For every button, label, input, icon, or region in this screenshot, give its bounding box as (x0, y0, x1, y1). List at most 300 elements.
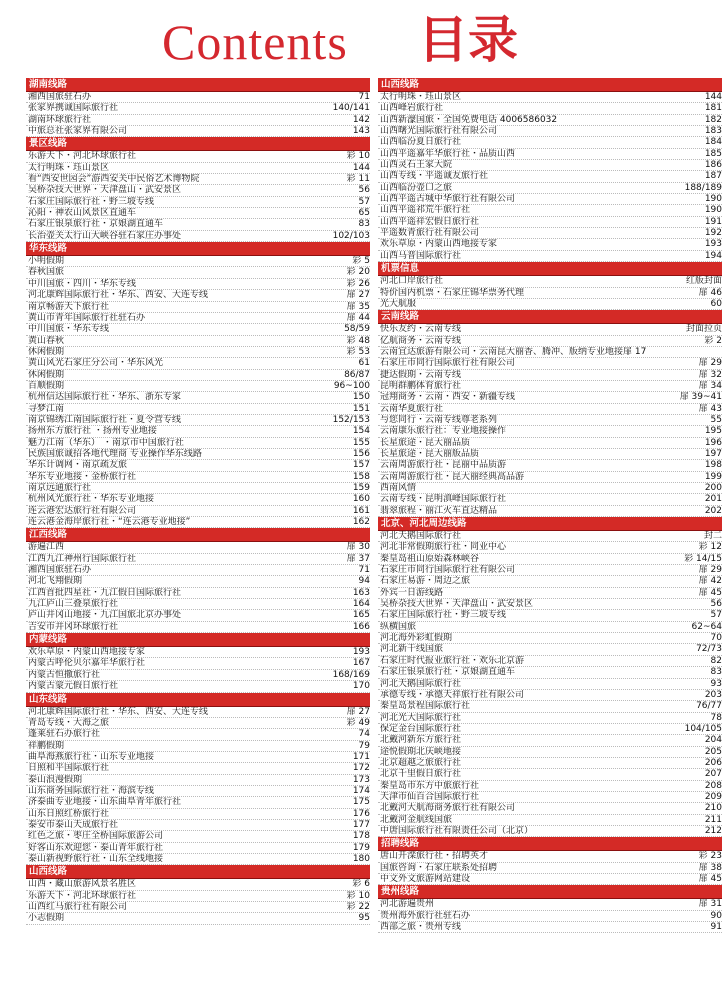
entry-page: 扉 35 (346, 301, 370, 312)
toc-entry[interactable] (26, 313, 370, 324)
entry-name: 江西首批四星社・九江假日国际旅行社 (28, 587, 182, 598)
toc-entry[interactable] (26, 565, 370, 576)
entry-page: 彩 48 (346, 335, 370, 346)
entry-name: 河北口岸旅行社 (380, 276, 444, 287)
toc-entry[interactable] (26, 775, 370, 786)
toc-entry[interactable] (378, 137, 722, 148)
entry-page: 彩 20 (346, 267, 370, 278)
toc-entry[interactable] (26, 763, 370, 774)
toc-entry[interactable] (26, 279, 370, 290)
entry-name: 休闲假期 (28, 369, 65, 380)
toc-entry[interactable] (26, 820, 370, 831)
toc-entry[interactable] (26, 902, 370, 913)
entry-page: 102/103 (332, 230, 370, 241)
toc-entry[interactable] (378, 149, 722, 160)
toc-entry[interactable] (26, 588, 370, 599)
entry-name: 云南宜达旅游有限公司・云南昆大丽香、腾冲、版纳专业地接扉 17 (380, 346, 647, 357)
entry-page: 212 (704, 825, 722, 836)
toc-entry[interactable] (26, 392, 370, 403)
section-header: 景区线路 (26, 137, 370, 151)
toc-entry[interactable] (26, 809, 370, 820)
toc-entry[interactable] (26, 267, 370, 278)
entry-page: 扉 39~41 (679, 392, 722, 403)
entry-name: 昆明群鹏体育旅行社 (380, 380, 462, 391)
toc-entry[interactable] (378, 381, 722, 392)
toc-entry[interactable] (378, 92, 722, 103)
entry-name: 西部之旅・贵州专线 (380, 922, 462, 933)
entry-name: 华东专业地接・金桥旅行社 (28, 471, 137, 482)
entry-page: 150 (352, 392, 370, 403)
toc-entry[interactable] (26, 92, 370, 103)
toc-entry[interactable] (26, 174, 370, 185)
toc-entry[interactable] (378, 781, 722, 792)
entry-page: 62~64 (691, 621, 722, 632)
toc-entry[interactable] (378, 874, 722, 885)
toc-entry[interactable] (26, 647, 370, 658)
toc-entry[interactable] (26, 831, 370, 842)
entry-name: 秦皇岛景程国际旅行社 (380, 701, 471, 712)
entry-name: 乐游天下・河北环球旅行社 (28, 890, 137, 901)
toc-entry[interactable] (26, 786, 370, 797)
entry-page: 163 (352, 587, 370, 598)
toc-entry[interactable] (378, 483, 722, 494)
toc-entry[interactable] (26, 854, 370, 865)
entry-name: 湖南环球旅行社 (28, 114, 92, 125)
toc-entry[interactable] (26, 103, 370, 114)
entry-name: 天津市仙百合国际旅行社 (380, 791, 480, 802)
toc-entry[interactable] (26, 506, 370, 517)
toc-entry[interactable] (378, 228, 722, 239)
entry-page: 197 (704, 448, 722, 459)
toc-entry[interactable] (378, 656, 722, 667)
entry-name: 北京超越之旅旅行社 (380, 757, 462, 768)
toc-entry[interactable] (378, 701, 722, 712)
entry-name: 西南风情 (380, 483, 417, 493)
entry-page: 彩 10 (346, 151, 370, 162)
entry-page: 83 (710, 667, 722, 678)
entry-name: 杭州信达国际旅行社・华东、浙东专家 (28, 392, 182, 403)
entry-name: 河北康辉国际旅行社・华东、西安、大连专线 (28, 706, 209, 717)
entry-page: 104/105 (684, 723, 722, 734)
section-header: 山西线路 (378, 78, 722, 92)
entry-name: 云南华夏旅行社 (380, 403, 444, 414)
toc-entry[interactable] (378, 826, 722, 837)
entry-page: 彩 5 (352, 256, 370, 267)
toc-entry[interactable] (378, 103, 722, 114)
entry-name: 日照和平国际旅行社 (28, 763, 110, 774)
toc-entry[interactable] (378, 863, 722, 874)
toc-entry[interactable] (26, 163, 370, 174)
toc-entry[interactable] (26, 185, 370, 196)
entry-name: 河北飞翔假期 (28, 576, 83, 587)
entry-page: 157 (352, 460, 370, 471)
toc-entry[interactable] (26, 219, 370, 230)
section-header: 北京、河北周边线路 (378, 517, 722, 531)
entry-name: 欢乐草原・内蒙山西地接专家 (28, 647, 146, 658)
toc-entry[interactable] (26, 752, 370, 763)
entry-name: 游遍江西 (28, 542, 65, 553)
entry-name: 山西马普国际旅行社 (380, 250, 462, 261)
section-header: 云南线路 (378, 310, 722, 324)
entry-page: 211 (704, 814, 722, 825)
entry-name: 湘西国旅驻石办 (28, 565, 92, 576)
entry-page: 170 (352, 681, 370, 692)
entry-name: 中旅总社张家界有限公司 (28, 126, 128, 137)
entry-name: 河北新干线国旅 (380, 644, 444, 655)
entry-page: 154 (352, 426, 370, 437)
entry-name: 石家庄市同行国际旅行社有限公司 (380, 565, 516, 576)
toc-entry[interactable] (26, 231, 370, 242)
entry-page: 扉 29 (698, 565, 722, 576)
toc-entry[interactable] (26, 741, 370, 752)
toc-entry[interactable] (378, 506, 722, 517)
toc-entry[interactable] (378, 851, 722, 862)
toc-entry[interactable] (378, 724, 722, 735)
entry-name: 魅力江南（华东） ・南京市中国旅行社 (28, 437, 184, 448)
entry-name: 庐山井冈山地接・九江国旅北京办事处 (28, 610, 182, 621)
toc-entry[interactable] (26, 290, 370, 301)
entry-name: 捷达假期・云南专线 (380, 369, 462, 380)
entry-name: 山西平遥古城中华旅行社有限公司 (380, 194, 516, 205)
toc-entry[interactable] (26, 542, 370, 553)
section-header: 华东线路 (26, 242, 370, 256)
entry-page: 174 (352, 785, 370, 796)
toc-entry[interactable] (378, 449, 722, 460)
entry-name: 翡翠旅程・丽江火车直达精品 (380, 505, 498, 516)
toc-entry[interactable] (26, 797, 370, 808)
entry-page: 144 (704, 92, 722, 102)
entry-name: 太行明珠・珏山景区 (380, 92, 462, 102)
entry-name: 九江庐山三叠泉旅行社 (28, 599, 119, 610)
toc-entry[interactable] (378, 324, 722, 335)
toc-entry[interactable] (26, 151, 370, 162)
entry-name: 黄山风光石家庄分公司・华东风光 (28, 358, 164, 369)
entry-page: 57 (710, 610, 722, 621)
entry-page: 彩 10 (346, 890, 370, 901)
entry-name: 山西平遥嘉年华旅行社・品质山西 (380, 148, 516, 159)
toc-entry[interactable] (378, 426, 722, 437)
entry-name: 石家庄市同行国际旅行社有限公司 (380, 358, 516, 369)
toc-entry[interactable] (378, 183, 722, 194)
entry-page: 143 (352, 126, 370, 137)
toc-entry[interactable] (26, 576, 370, 587)
title-english: Contents (162, 14, 348, 70)
entry-name: 山西平遥祁荒牛旅行社 (380, 205, 471, 216)
entry-page: 184 (704, 137, 722, 148)
entry-name: 山西・藏山旅游风景名胜区 (28, 879, 137, 890)
entry-page: 彩 11 (346, 174, 370, 185)
entry-page: 扉 42 (698, 576, 722, 587)
toc-entry[interactable] (378, 758, 722, 769)
entry-name: 春秋国旅 (28, 267, 65, 278)
entry-page: 205 (704, 746, 722, 757)
section-header: 山西线路 (26, 865, 370, 879)
entry-page: 扉 31 (698, 899, 722, 910)
toc-entry[interactable] (378, 358, 722, 369)
toc-entry[interactable] (26, 126, 370, 137)
toc-entry[interactable] (378, 747, 722, 758)
entry-name: 蓬莱驻石办旅行社 (28, 729, 101, 740)
toc-entry[interactable] (26, 610, 370, 621)
entry-name: 山西平遥祥宏假日旅行社 (380, 216, 480, 227)
toc-entry[interactable] (378, 735, 722, 746)
toc-entry[interactable] (378, 610, 722, 621)
entry-page: 72/73 (696, 644, 722, 655)
entry-name: 山西新濠国旅・全国免费电话 4006586032 (380, 114, 558, 125)
entry-page: 165 (352, 610, 370, 621)
entry-name: 云南周游旅行社・昆大丽经典高品游 (380, 471, 525, 482)
toc-entry[interactable] (26, 197, 370, 208)
entry-name: 山西红马旅行社有限公司 (28, 902, 128, 912)
toc-entry[interactable] (378, 565, 722, 576)
toc-entry[interactable] (378, 531, 722, 542)
entry-name: 黄山市青年国际旅行社驻石办 (28, 312, 146, 323)
toc-entry[interactable] (26, 336, 370, 347)
entry-page: 142 (352, 114, 370, 125)
entry-page: 扉 44 (346, 312, 370, 323)
entry-name: 山西专线・平遥诚友旅行社 (380, 171, 489, 182)
entry-page: 198 (704, 460, 722, 471)
toc-entry[interactable] (378, 392, 722, 403)
toc-entry[interactable] (378, 194, 722, 205)
toc-entry[interactable] (378, 126, 722, 137)
toc-entry[interactable] (26, 256, 370, 267)
entry-page: 55 (710, 414, 722, 425)
entry-page: 200 (704, 483, 722, 493)
entry-page: 94 (358, 576, 370, 587)
entry-name: 山西曙光国际旅行社有限公司 (380, 126, 498, 137)
toc-entry[interactable] (26, 599, 370, 610)
entry-page: 彩 2 (704, 335, 722, 346)
toc-entry[interactable] (378, 115, 722, 126)
entry-page: 172 (352, 763, 370, 774)
toc-entry[interactable] (378, 792, 722, 803)
entry-page: 160 (352, 494, 370, 505)
toc-entry[interactable] (378, 554, 722, 565)
toc-entry[interactable] (378, 599, 722, 610)
entry-page: 扉 30 (346, 542, 370, 553)
toc-entry[interactable] (26, 718, 370, 729)
entry-page: 扉 32 (698, 369, 722, 380)
toc-entry[interactable] (378, 160, 722, 171)
toc-entry[interactable] (378, 460, 722, 471)
toc-entry[interactable] (26, 449, 370, 460)
toc-entry[interactable] (26, 358, 370, 369)
toc-entry[interactable] (378, 347, 722, 358)
toc-entry[interactable] (26, 494, 370, 505)
entry-page: 156 (352, 448, 370, 459)
entry-name: 欢乐草原・内蒙山西地接专家 (380, 239, 498, 250)
entry-page: 彩 49 (346, 717, 370, 728)
toc-entry[interactable] (26, 438, 370, 449)
toc-entry[interactable] (378, 288, 722, 299)
toc-entry[interactable] (26, 483, 370, 494)
entry-page: 彩 12 (698, 542, 722, 553)
entry-name: 云南周游旅行社・昆丽中品质游 (380, 460, 507, 471)
toc-entry[interactable] (26, 415, 370, 426)
toc-entry[interactable] (26, 208, 370, 219)
entry-name: 寻梦江南 (28, 403, 65, 414)
toc-entry[interactable] (378, 276, 722, 287)
entry-page: 206 (704, 757, 722, 768)
entry-name: 泰山浪漫假期 (28, 774, 83, 785)
entry-name: 曲阜海燕旅行社・山东专业地接 (28, 751, 155, 762)
toc-entry[interactable] (378, 899, 722, 910)
toc-entry[interactable] (378, 633, 722, 644)
toc-entry[interactable] (378, 576, 722, 587)
entry-page: 91 (710, 922, 722, 933)
toc-entry[interactable] (26, 554, 370, 565)
toc-entry[interactable] (378, 911, 722, 922)
entry-page: 扉 27 (346, 706, 370, 717)
toc-entry[interactable] (26, 302, 370, 313)
toc-entry[interactable] (378, 769, 722, 780)
toc-entry[interactable] (378, 251, 722, 262)
entry-page: 扉 34 (698, 380, 722, 391)
toc-entry[interactable] (378, 667, 722, 678)
entry-name: 承德专线・承德天祥旅行社有限公司 (380, 689, 525, 700)
entry-page: 208 (704, 780, 722, 791)
toc-entry[interactable] (378, 644, 722, 655)
toc-entry[interactable] (378, 415, 722, 426)
entry-page: 179 (352, 842, 370, 853)
entry-name: 黄山春秋 (28, 335, 65, 346)
toc-entry[interactable] (378, 370, 722, 381)
entry-page: 彩 22 (346, 902, 370, 912)
entry-name: 沁阳・神农山风景区直通车 (28, 208, 137, 219)
entry-name: 石家庄国际旅行社・野三坡专线 (28, 196, 155, 207)
entry-page: 144 (352, 162, 370, 173)
right-column (378, 78, 722, 933)
toc-entry[interactable] (26, 729, 370, 740)
entry-page: 193 (704, 239, 722, 250)
toc-entry[interactable] (26, 370, 370, 381)
toc-entry[interactable] (26, 460, 370, 471)
toc-entry[interactable] (378, 803, 722, 814)
entry-name: 南京畅游天下旅行社 (28, 301, 110, 312)
entry-page: 187 (704, 171, 722, 182)
entry-name: 民族国旅诚招各地代理商 专业操作华东线路 (28, 448, 202, 459)
toc-entry[interactable] (378, 217, 722, 228)
toc-entry[interactable] (26, 891, 370, 902)
toc-entry[interactable] (378, 404, 722, 415)
section-header: 山东线路 (26, 693, 370, 707)
entry-name: 祥鹏假期 (28, 740, 65, 751)
entry-name: 乐游天下・河北环球旅行社 (28, 151, 137, 162)
entry-name: 长星旅途・昆大丽版品质 (380, 448, 480, 459)
entry-page: 红版封面 (685, 276, 722, 287)
entry-page: 175 (352, 797, 370, 808)
toc-entry[interactable] (378, 205, 722, 216)
entry-name: 贵州海外旅行社驻石办 (380, 910, 471, 921)
toc-entry[interactable] (378, 922, 722, 933)
toc-entry[interactable] (26, 472, 370, 483)
toc-entry[interactable] (378, 815, 722, 826)
toc-entry[interactable] (378, 690, 722, 701)
entry-page: 扉 43 (698, 403, 722, 414)
entry-name: 保定金台国际旅行社 (380, 723, 462, 734)
entry-name: 河北非常假期旅行社・同业中心 (380, 542, 507, 553)
left-column (26, 78, 370, 925)
toc-entry[interactable] (26, 115, 370, 126)
entry-name: 内蒙古蒙元假日旅行社 (28, 681, 119, 692)
entry-name: 中川国旅・华东专线 (28, 324, 110, 335)
entry-name: 泰山新视野旅行社・山东全线地接 (28, 853, 164, 864)
toc-entry[interactable] (26, 381, 370, 392)
entry-page: 178 (352, 831, 370, 842)
section-header: 贵州线路 (378, 885, 722, 899)
entry-page: 封二 (703, 531, 722, 542)
entry-page: 83 (358, 219, 370, 230)
toc-entry[interactable] (26, 670, 370, 681)
toc-entry[interactable] (378, 336, 722, 347)
entry-page: 182 (704, 114, 722, 125)
toc-entry[interactable] (26, 681, 370, 692)
entry-page: 扉 45 (698, 587, 722, 598)
entry-page: 190 (704, 194, 722, 205)
toc-entry[interactable] (26, 347, 370, 358)
toc-entry[interactable] (26, 843, 370, 854)
entry-page: 209 (704, 791, 722, 802)
entry-page: 61 (358, 358, 370, 369)
entry-page: 82 (710, 655, 722, 666)
entry-name: 连云港宏达旅行社有限公司 (28, 505, 137, 516)
entry-page: 78 (710, 712, 722, 723)
entry-page: 168/169 (332, 669, 370, 680)
entry-name: 中川国旅・四川・华东专线 (28, 278, 137, 289)
entry-page: 194 (704, 250, 722, 261)
toc-entry[interactable] (378, 472, 722, 483)
entry-name: 北京千里假日旅行社 (380, 769, 462, 780)
toc-entry[interactable] (26, 707, 370, 718)
entry-name: 山东商务国际旅行社・海滨专线 (28, 785, 155, 796)
toc-entry[interactable] (26, 913, 370, 924)
entry-name: 冠翔商务・云南・西安・新疆专线 (380, 392, 516, 403)
title-chinese: 目录 (418, 11, 518, 69)
entry-page: 扉 37 (346, 553, 370, 564)
toc-entry[interactable] (378, 171, 722, 182)
entry-name: 北戴河大航海商务旅行社有限公司 (380, 803, 516, 814)
toc-entry[interactable] (378, 588, 722, 599)
toc-entry[interactable] (378, 438, 722, 449)
toc-entry[interactable] (26, 879, 370, 890)
toc-entry[interactable] (378, 494, 722, 505)
toc-entry[interactable] (26, 426, 370, 437)
toc-entry[interactable] (26, 622, 370, 633)
toc-entry[interactable] (378, 299, 722, 310)
entry-page: 186 (704, 160, 722, 171)
toc-entry[interactable] (378, 542, 722, 553)
toc-entry[interactable] (378, 622, 722, 633)
entry-name: 特价国内机票・石家庄锦华票务代理 (380, 287, 525, 298)
toc-entry[interactable] (26, 324, 370, 335)
toc-entry[interactable] (378, 679, 722, 690)
entry-name: 好客山东欢迎您・泰山青年旅行社 (28, 842, 164, 853)
entry-name: 纵横国旅 (380, 621, 417, 632)
toc-entry[interactable] (378, 239, 722, 250)
entry-name: 南京远通旅行社 (28, 483, 92, 493)
entry-name: 红色之旅・枣庄全桥国际旅游公司 (28, 831, 164, 842)
entry-page: 71 (358, 565, 370, 576)
entry-name: 杭州风光旅行社・华东专业地接 (28, 494, 155, 505)
entry-page: 181 (704, 103, 722, 114)
entry-page: 155 (352, 437, 370, 448)
toc-entry[interactable] (26, 517, 370, 528)
toc-entry[interactable] (378, 713, 722, 724)
toc-entry[interactable] (26, 658, 370, 669)
entry-page: 扉 38 (698, 862, 722, 873)
toc-entry[interactable] (26, 404, 370, 415)
